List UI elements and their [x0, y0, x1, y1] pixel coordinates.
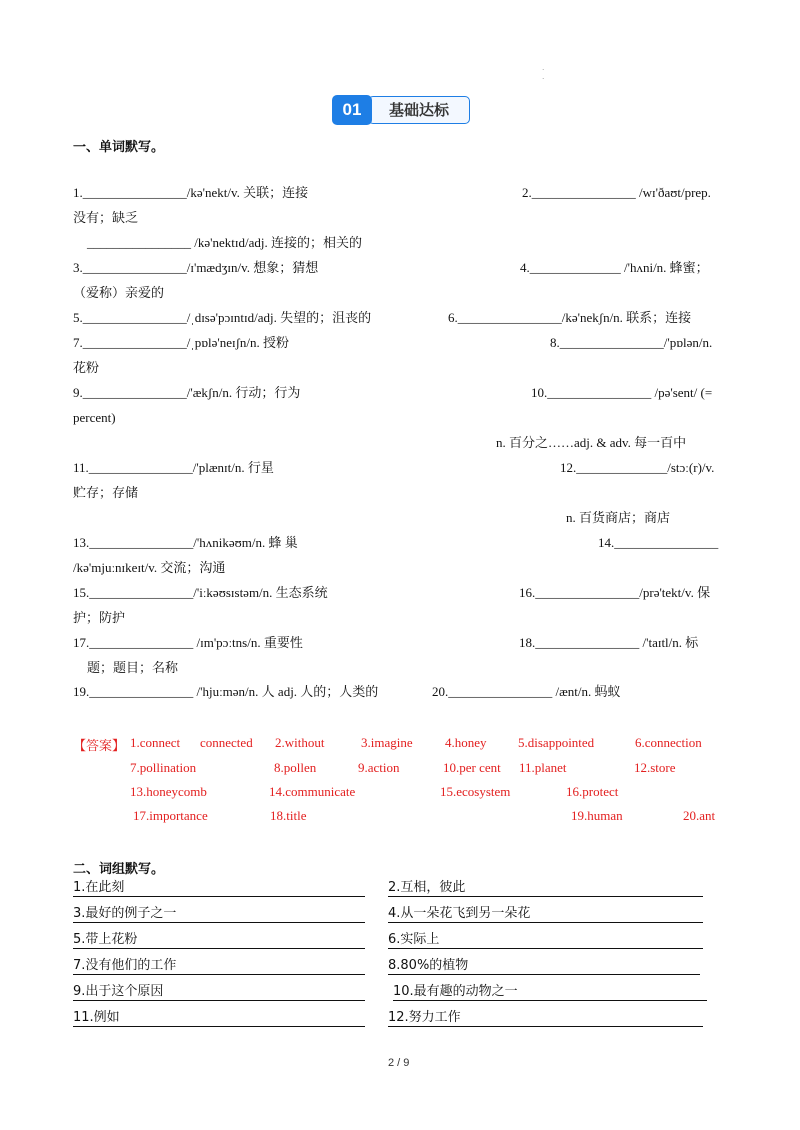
word-item-13: 13.________________/'hʌnikəʊm/n. 蜂 巢	[73, 535, 298, 550]
word-item-14: 14.________________	[598, 535, 719, 550]
word-item-18: 18.________________ /'taɪtl/n. 标	[519, 635, 699, 650]
word-item-19: 19.________________ /'hjuːmən/n. 人 adj. 人的；人类的	[73, 684, 379, 699]
answer-item: 3.imagine	[361, 735, 413, 750]
answer-item: 7.pollination	[130, 760, 197, 775]
answer-item: 20.ant	[683, 808, 716, 823]
answer-item: 2.without	[275, 735, 325, 750]
word-item-9: 9.________________/'ækʃn/n. 行动；行为	[73, 385, 301, 400]
word-item-12-meaning: 贮存；存储	[73, 485, 139, 500]
word-item-4: 4.______________ /'hʌni/n. 蜂蜜；	[520, 260, 709, 275]
answer-item: 18.title	[270, 808, 307, 823]
word-item-2: 2.________________ /wɪ'ðaʊt/prep.	[522, 185, 711, 200]
word-item-10: 10.________________ /pə'sent/ (=	[531, 385, 713, 400]
word-item-4-meaning: （爱称）亲爱的	[73, 285, 165, 300]
word-item-10-cont: percent)	[73, 410, 116, 425]
phrase-item-9: 9.出于这个原因	[73, 984, 365, 1001]
answer-item: 16.protect	[566, 784, 619, 799]
answer-item: 17.importance	[133, 808, 208, 823]
answer-item: 1.connect	[130, 735, 181, 750]
answer-item: 15.ecosystem	[440, 784, 511, 799]
badge-number: 01	[332, 95, 372, 125]
section-badge	[332, 95, 470, 125]
badge-label: 基础达标	[368, 96, 470, 124]
phrase-item-11: 11.例如	[73, 1010, 365, 1027]
answer-item: 5.disappointed	[518, 735, 595, 750]
word-item-3: 3.________________/ɪ'mædʒɪn/v. 想象；猜想	[73, 260, 319, 275]
answer-item: 9.action	[358, 760, 400, 775]
decorative-dots: · ·	[542, 66, 545, 83]
answer-item: 11.planet	[519, 760, 567, 775]
answer-item: 19.human	[571, 808, 623, 823]
answer-item: 14.communicate	[269, 784, 356, 799]
word-item-12-meaning-2: n. 百货商店；商店	[566, 510, 671, 525]
answer-item: 4.honey	[445, 735, 487, 750]
phrase-item-8: 8.80%的植物	[388, 958, 700, 975]
word-item-16-meaning: 护；防护	[73, 610, 126, 625]
phrase-item-7: 7.没有他们的工作	[73, 958, 365, 975]
answer-item: 6.connection	[635, 735, 702, 750]
word-item-8-meaning: 花粉	[73, 360, 100, 375]
phrase-item-12: 12.努力工作	[388, 1010, 703, 1027]
phrase-item-1: 1.在此刻	[73, 880, 365, 897]
word-item-15: 15.________________/'iːkəʊsɪstəm/n. 生态系统	[73, 585, 328, 600]
word-item-5: 5.________________/ˌdɪsə'pɔɪntɪd/adj. 失望的；沮丧的	[73, 310, 372, 325]
word-item-20: 20.________________ /ænt/n. 蚂蚁	[432, 684, 621, 699]
word-item-12: 12.______________/stɔː(r)/v.	[560, 460, 715, 475]
section-title-words: 一、单词默写。	[73, 140, 165, 155]
phrase-item-2: 2.互相，彼此	[388, 880, 703, 897]
word-item-connected: ________________ /kə'nektɪd/adj. 连接的；相关的	[87, 235, 362, 250]
word-item-18-meaning: 题；题目；名称	[87, 660, 179, 675]
section-title-phrases: 二、词组默写。	[73, 862, 165, 877]
word-item-7: 7.________________/ˌpɒlə'neɪʃn/n. 授粉	[73, 335, 290, 350]
answer-item: 13.honeycomb	[130, 784, 207, 799]
answer-item: connected	[200, 735, 253, 750]
word-item-6: 6.________________/kə'nekʃn/n. 联系；连接	[448, 310, 692, 325]
word-item-11: 11.________________/'plænɪt/n. 行星	[73, 460, 274, 475]
answer-item: 8.pollen	[274, 760, 317, 775]
answer-item: 10.per cent	[443, 760, 501, 775]
word-item-17: 17.________________ /ɪm'pɔːtns/n. 重要性	[73, 635, 303, 650]
answer-prefix: 【答案】	[73, 739, 126, 754]
page-number: 2 / 9	[388, 1057, 410, 1069]
phrase-item-5: 5.带上花粉	[73, 932, 365, 949]
phrase-item-3: 3.最好的例子之一	[73, 906, 365, 923]
phrase-item-4: 4.从一朵花飞到另一朵花	[388, 906, 703, 923]
word-item-2-meaning: 没有；缺乏	[73, 210, 139, 225]
phrase-item-10: 10.最有趣的动物之一	[393, 984, 707, 1001]
answer-item: 12.store	[634, 760, 676, 775]
word-item-16: 16.________________/prə'tekt/v. 保	[519, 585, 711, 600]
phrase-item-6: 6.实际上	[388, 932, 703, 949]
word-item-14-cont: /kə'mjuːnɪkeɪt/v. 交流；沟通	[73, 560, 226, 575]
word-item-10-meaning: n. 百分之……adj. & adv. 每一百中	[496, 435, 687, 450]
word-item-1: 1.________________/kə'nekt/v. 关联；连接	[73, 185, 309, 200]
word-item-8: 8.________________/'pɒlən/n.	[550, 335, 713, 350]
